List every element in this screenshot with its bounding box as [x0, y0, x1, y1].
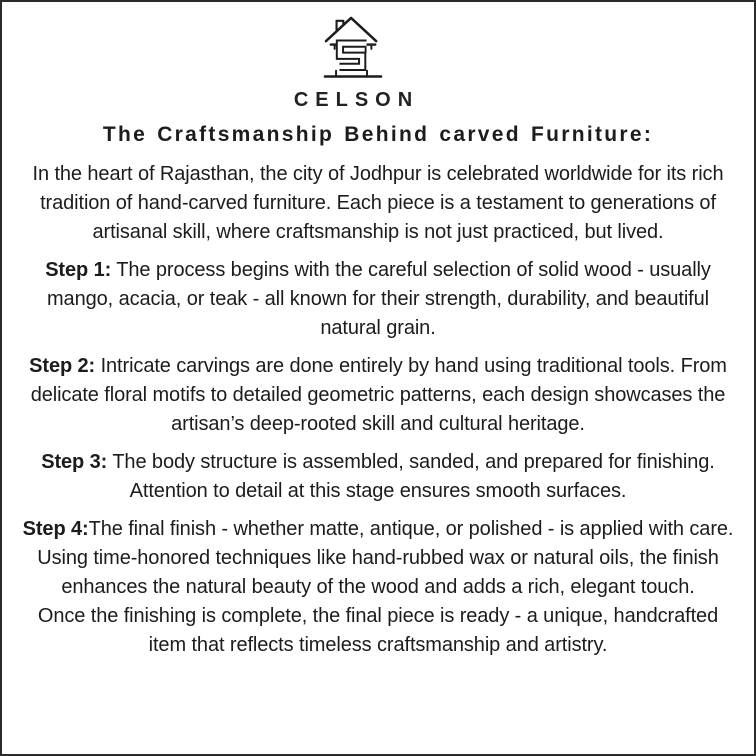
- step-2-label: Step 2:: [29, 355, 96, 377]
- step-3-paragraph: [17, 448, 739, 506]
- step-1-label: Step 1:: [45, 259, 112, 281]
- base-tabs: [336, 71, 367, 75]
- step-2-text: Intricate carvings are done entirely by hand using traditional tools. From delicate floral motifs to detailed geometric patterns, each design showcases the artisan’s deep-rooted skill and cultural heritage.: [30, 355, 727, 435]
- step-1-text: The process begins with the careful selection of solid wood - usually mango, acacia, or teak - all known for their strength, durability, and beautiful natural grain.: [47, 259, 711, 339]
- step-3-text: The body structure is assembled, sanded, and prepared for finishing. Attention to detail at this stage ensures smooth surfaces.: [107, 451, 715, 502]
- brand-header: [287, 12, 419, 112]
- house-monogram-icon: [323, 12, 383, 82]
- closing-paragraph: Once the finishing is complete, the final piece is ready - a unique, handcrafted item that reflects timeless craftsmanship and artistry.: [37, 605, 719, 656]
- step-1-paragraph: [17, 256, 739, 343]
- step-4-text: The final finish - whether matte, antique, or polished - is applied with care. Using time-honored techniques like hand-rubbed wax or natural oils, the finish enhances the natural beauty of the wood and adds a rich, elegant touch.: [37, 518, 734, 598]
- brand-logo: [323, 12, 383, 82]
- step-4-label: Step 4:: [22, 518, 89, 540]
- page-title: The Craftsmanship Behind carved Furniture:: [102, 123, 654, 146]
- intro-paragraph: In the heart of Rajasthan, the city of Jodhpur is celebrated worldwide for its rich tradition of hand-carved furniture. Each piece is a testament to generations of artisanal skill, where craftsmanship is not just practiced, but lived.: [32, 163, 724, 243]
- step-3-label: Step 3:: [41, 451, 108, 473]
- step-2-paragraph: [17, 352, 739, 439]
- step-4-paragraph: [17, 515, 739, 602]
- brand-name: CELSON: [293, 89, 420, 111]
- body-copy: [17, 151, 739, 660]
- roof-line: [326, 18, 376, 41]
